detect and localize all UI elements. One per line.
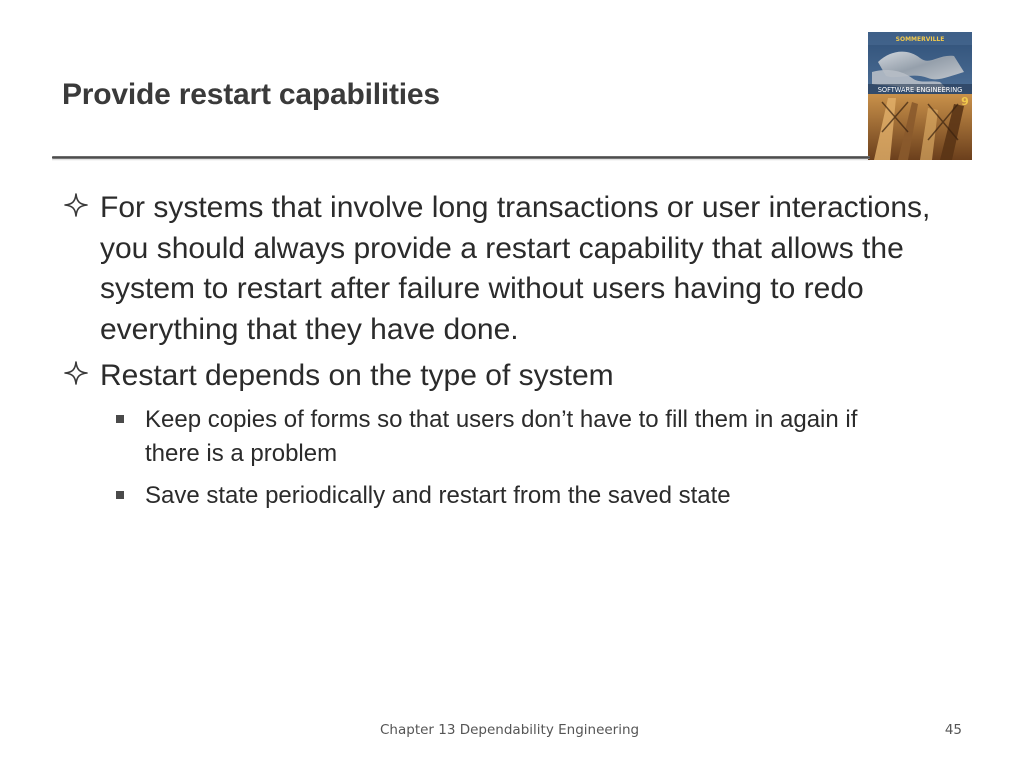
slide-body [62,188,942,521]
bullet-item [62,188,942,350]
slide-title: Provide restart capabilities [62,78,440,111]
bullet-text: Restart depends on the type of system [100,359,614,392]
four-point-star-icon [62,359,90,387]
title-divider [52,156,870,159]
cover-title-text: SOFTWARE ENGINEERING [877,86,963,94]
slide-footer: Chapter 13 Dependability Engineering [380,722,640,738]
four-point-star-icon [62,191,90,219]
square-bullet-icon [116,491,124,499]
cover-author-text: SOMMERVILLE [895,36,945,43]
book-cover-art [868,32,972,160]
sub-bullet-text: Keep copies of forms so that users don’t have to fill them in again if there is a problem [145,405,858,467]
bullet-item [62,356,942,397]
sub-bullet-text: Save state periodically and restart from the saved state [145,481,731,509]
square-bullet-icon [116,415,124,423]
sub-bullet-item [145,403,905,471]
sub-bullet-item [145,479,905,513]
book-cover-image [868,32,972,160]
bullet-text: For systems that involve long transactions or user interactions, you should always provide a restart capability that allows the system to restart after failure without users having to redo everything that they have done. [100,191,931,346]
cover-edition-text: 9 [961,95,969,108]
page-number: 45 [944,722,962,738]
